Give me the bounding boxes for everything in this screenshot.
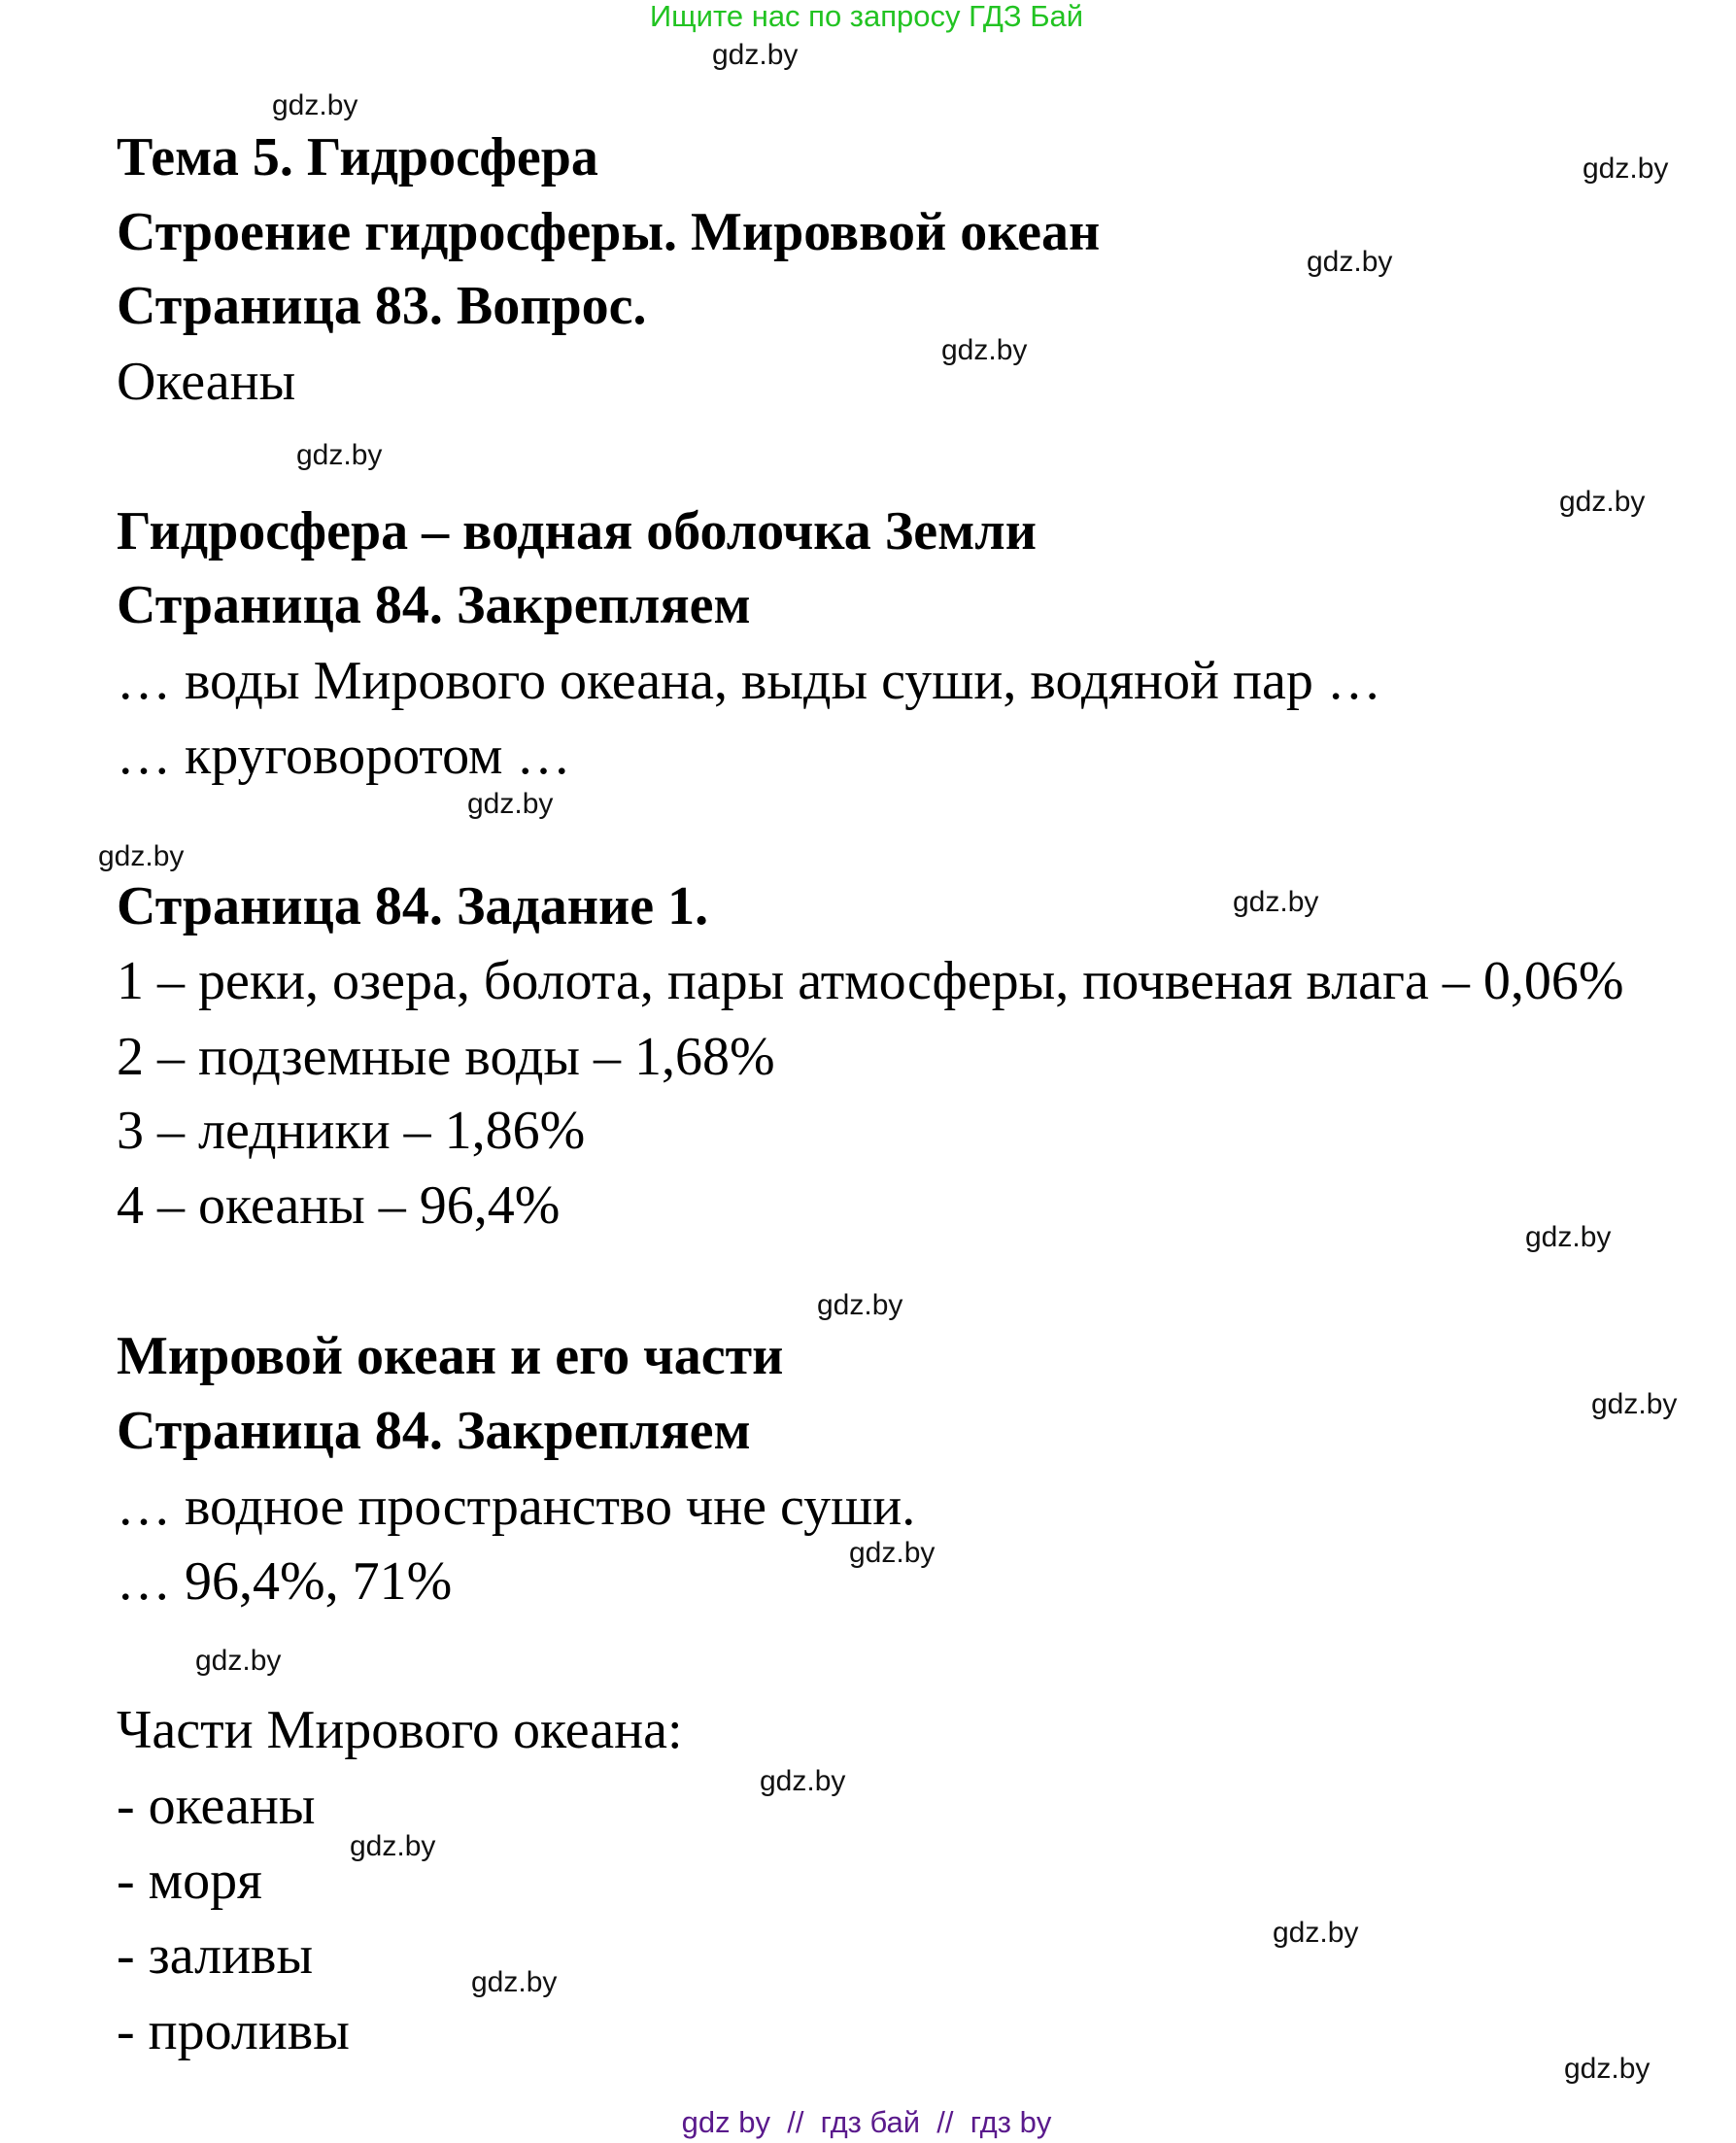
watermark: gdz.by (1583, 153, 1669, 185)
watermark: gdz.by (760, 1765, 846, 1797)
answer-line: - проливы (117, 2001, 350, 2061)
answer-line: … 96,4%, 71% (117, 1551, 453, 1612)
section-heading: Мировой океан и его части (117, 1326, 784, 1386)
watermark: gdz.by (849, 1537, 936, 1569)
section-heading: Страница 83. Вопрос. (117, 276, 647, 336)
watermark: gdz.by (296, 439, 383, 471)
section-heading: Страница 84. Закрепляем (117, 575, 751, 635)
answer-line: 1 – реки, озера, болота, пары атмосферы, почвеная влага – 0,06% (117, 951, 1624, 1011)
footer-links: gdz by // гдз бай // гдз by (681, 2105, 1052, 2139)
watermark: gdz.by (350, 1830, 436, 1862)
watermark: gdz.by (1233, 886, 1319, 918)
answer-line: 3 – ледники – 1,86% (117, 1101, 586, 1161)
watermark: gdz.by (1564, 2053, 1651, 2085)
watermark: gdz.by (1307, 246, 1393, 278)
answer-line: … воды Мирового океана, выды суши, водяной пар … (117, 651, 1381, 711)
watermark: gdz.by (1591, 1388, 1678, 1420)
section-heading: Страница 84. Задание 1. (117, 876, 709, 936)
answer-line: Океаны (117, 352, 296, 412)
answer-line: Части Мирового океана: (117, 1700, 683, 1760)
answer-line: - заливы (117, 1925, 314, 1986)
watermark: gdz.by (941, 334, 1028, 366)
watermark: gdz.by (467, 788, 554, 820)
section-heading: Строение гидросферы. Мироввой океан (117, 202, 1101, 262)
answer-line: … круговоротом … (117, 726, 571, 786)
watermark: gdz.by (1525, 1221, 1612, 1253)
section-heading: Гидросфера – водная оболочка Земли (117, 501, 1037, 561)
search-banner: Ищите нас по запросу ГДЗ Бай (649, 0, 1084, 33)
section-heading: Страница 84. Закрепляем (117, 1401, 751, 1461)
watermark: gdz.by (195, 1645, 282, 1677)
watermark: gdz.by (712, 39, 799, 71)
answer-line: 4 – океаны – 96,4% (117, 1175, 561, 1236)
watermark: gdz.by (817, 1289, 903, 1321)
section-heading: Тема 5. Гидросфера (117, 127, 598, 187)
answer-line: … водное пространство чне суши. (117, 1477, 916, 1537)
watermark: gdz.by (98, 840, 185, 872)
watermark: gdz.by (1559, 486, 1646, 518)
watermark: gdz.by (272, 89, 358, 121)
answer-line: - моря (117, 1851, 262, 1911)
watermark: gdz.by (1273, 1917, 1359, 1949)
answer-line: - океаны (117, 1776, 316, 1836)
watermark: gdz.by (471, 1966, 558, 1998)
answer-line: 2 – подземные воды – 1,68% (117, 1027, 775, 1087)
